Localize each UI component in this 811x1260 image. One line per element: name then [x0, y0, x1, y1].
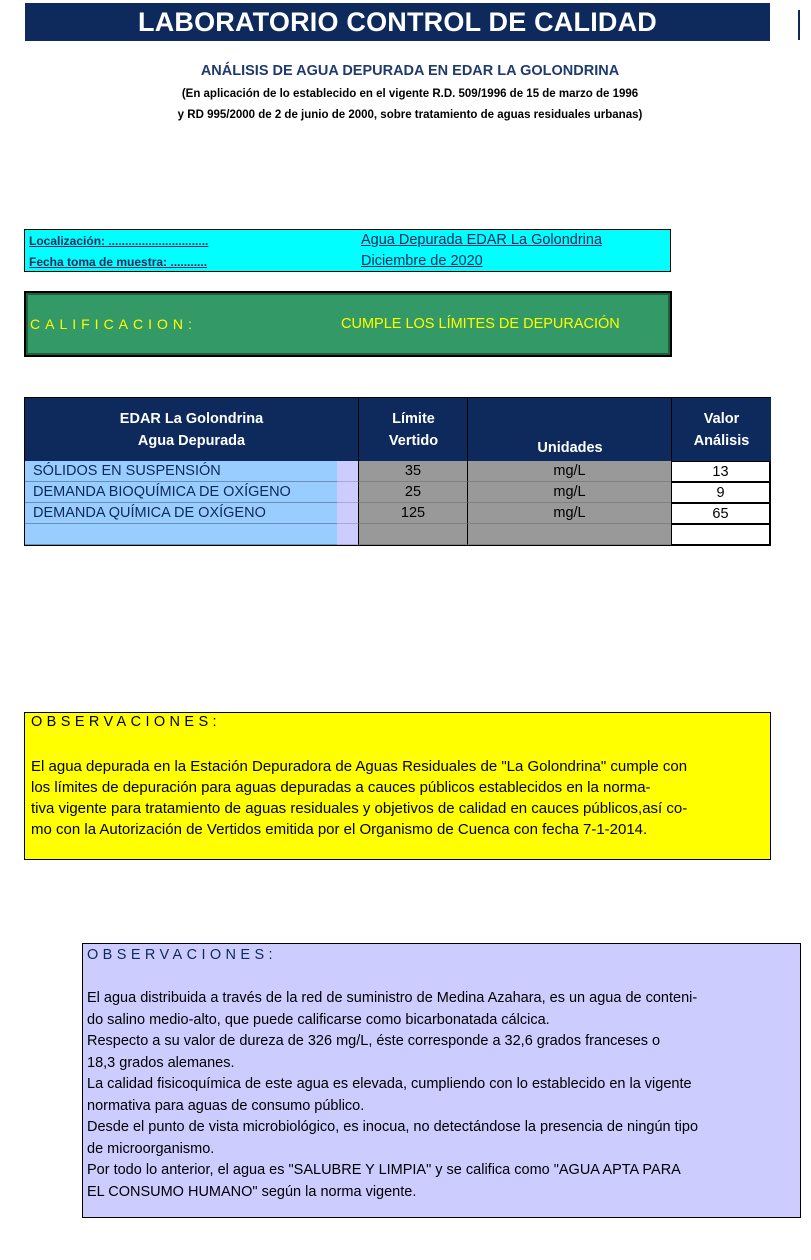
header-parameter — [25, 398, 358, 461]
row-limit: 35 — [358, 461, 467, 482]
observation-line: Respecto a su valor de dureza de 326 mg/L, éste corresponde a 32,6 grados franceses o — [87, 1033, 661, 1049]
row-units — [467, 524, 671, 545]
header-value-line-2: Análisis — [693, 432, 750, 449]
row-parameter — [25, 524, 337, 545]
observations-box-effluent — [24, 712, 771, 860]
row-units: mg/L — [467, 503, 671, 524]
header-units-label: Unidades — [537, 439, 603, 456]
observations-box-drinking-water — [82, 943, 801, 1218]
observations-title: OBSERVACIONES: — [31, 714, 221, 730]
header-parameter-line-1: EDAR La Golondrina — [119, 410, 264, 427]
page-subtitle: ANÁLISIS DE AGUA DEPURADA EN EDAR LA GOLONDRINA — [200, 63, 620, 79]
edge-divider — [798, 10, 800, 40]
row-units: mg/L — [467, 461, 671, 482]
header-parameter-line-2: Agua Depurada — [137, 432, 246, 449]
header-limit — [358, 398, 468, 461]
observation-line: El agua distribuida a través de la red de suministro de Medina Azahara, es un agua de conteni- — [87, 990, 698, 1006]
row-limit — [358, 524, 467, 545]
observation-line: Por todo lo anterior, el agua es "SALUBRE Y LIMPIA" y se califica como "AGUA APTA PARA — [87, 1162, 681, 1178]
row-parameter: DEMANDA BIOQUÍMICA DE OXÍGENO — [25, 482, 337, 503]
legal-note-line-2: y RD 995/2000 de 2 de junio de 2000, sobre tratamiento de aguas residuales urbanas) — [177, 109, 643, 121]
observation-line: normativa para aguas de consumo público. — [87, 1097, 365, 1114]
observation-line: do salino medio-alto, que puede calificarse como bicarbonatada cálcica. — [87, 1011, 550, 1028]
observation-line: de microorganismo. — [87, 1140, 215, 1157]
observation-line: los límites de depuración para aguas depuradas a cauces públicos establecidos en la norma- — [31, 779, 651, 796]
observations-text — [31, 756, 761, 840]
results-table — [24, 397, 771, 546]
legal-note-line-1: (En aplicación de lo establecido en el vigente R.D. 509/1996 de 15 de marzo de 1996 — [181, 88, 639, 100]
sample-date-label: Fecha toma de muestra: ........... — [29, 255, 208, 269]
row-gap-cell — [337, 482, 358, 503]
observation-line: 18,3 grados alemanes. — [87, 1054, 235, 1071]
observation-line: EL CONSUMO HUMANO" según la norma vigente. — [87, 1183, 417, 1200]
observation-line: mo con la Autorización de Vertidos emitida por el Organismo de Cuenca con fecha 7-1-2014. — [31, 821, 648, 838]
calificacion-box — [24, 291, 672, 357]
row-value: 13 — [671, 461, 770, 482]
row-parameter: DEMANDA QUÍMICA DE OXÍGENO — [25, 503, 337, 524]
row-limit: 125 — [358, 503, 467, 524]
row-gap-cell — [337, 503, 358, 524]
calificacion-label: CALIFICACION: — [30, 316, 197, 332]
calificacion-value: CUMPLE LOS LÍMITES DE DEPURACIÓN — [341, 316, 620, 332]
observation-line: Desde el punto de vista microbiológico, es inocua, no detectándose la presencia de ningún tipo — [87, 1119, 699, 1135]
header-value — [671, 398, 771, 461]
location-box — [24, 229, 671, 272]
observations-title: OBSERVACIONES: — [87, 947, 277, 963]
row-parameter: SÓLIDOS EN SUSPENSIÓN — [25, 461, 337, 482]
location-label: Localización: .............................. — [29, 234, 209, 248]
header-limit-line-1: Límite — [392, 410, 435, 427]
observation-line: tiva vigente para tratamiento de aguas residuales y objetivos de calidad en cauces públicos,así co- — [31, 800, 688, 817]
row-value: 9 — [671, 482, 770, 503]
observations-text — [87, 988, 787, 1203]
header-limit-line-2: Vertido — [388, 432, 439, 449]
row-limit: 25 — [358, 482, 467, 503]
page-title: LABORATORIO CONTROL DE CALIDAD — [25, 3, 770, 41]
row-gap-cell — [337, 461, 358, 482]
row-value — [671, 524, 770, 545]
sample-date-value: Diciembre de 2020 — [361, 253, 483, 269]
row-gap-cell — [337, 524, 358, 545]
location-value: Agua Depurada EDAR La Golondrina — [361, 232, 603, 248]
observation-line: La calidad fisicoquímica de este agua es elevada, cumpliendo con lo establecido en la vigente — [87, 1076, 692, 1092]
row-units: mg/L — [467, 482, 671, 503]
header-value-line-1: Valor — [703, 410, 740, 427]
row-value: 65 — [671, 503, 770, 524]
observation-line: El agua depurada en la Estación Depuradora de Aguas Residuales de "La Golondrina" cumple con — [31, 758, 688, 775]
